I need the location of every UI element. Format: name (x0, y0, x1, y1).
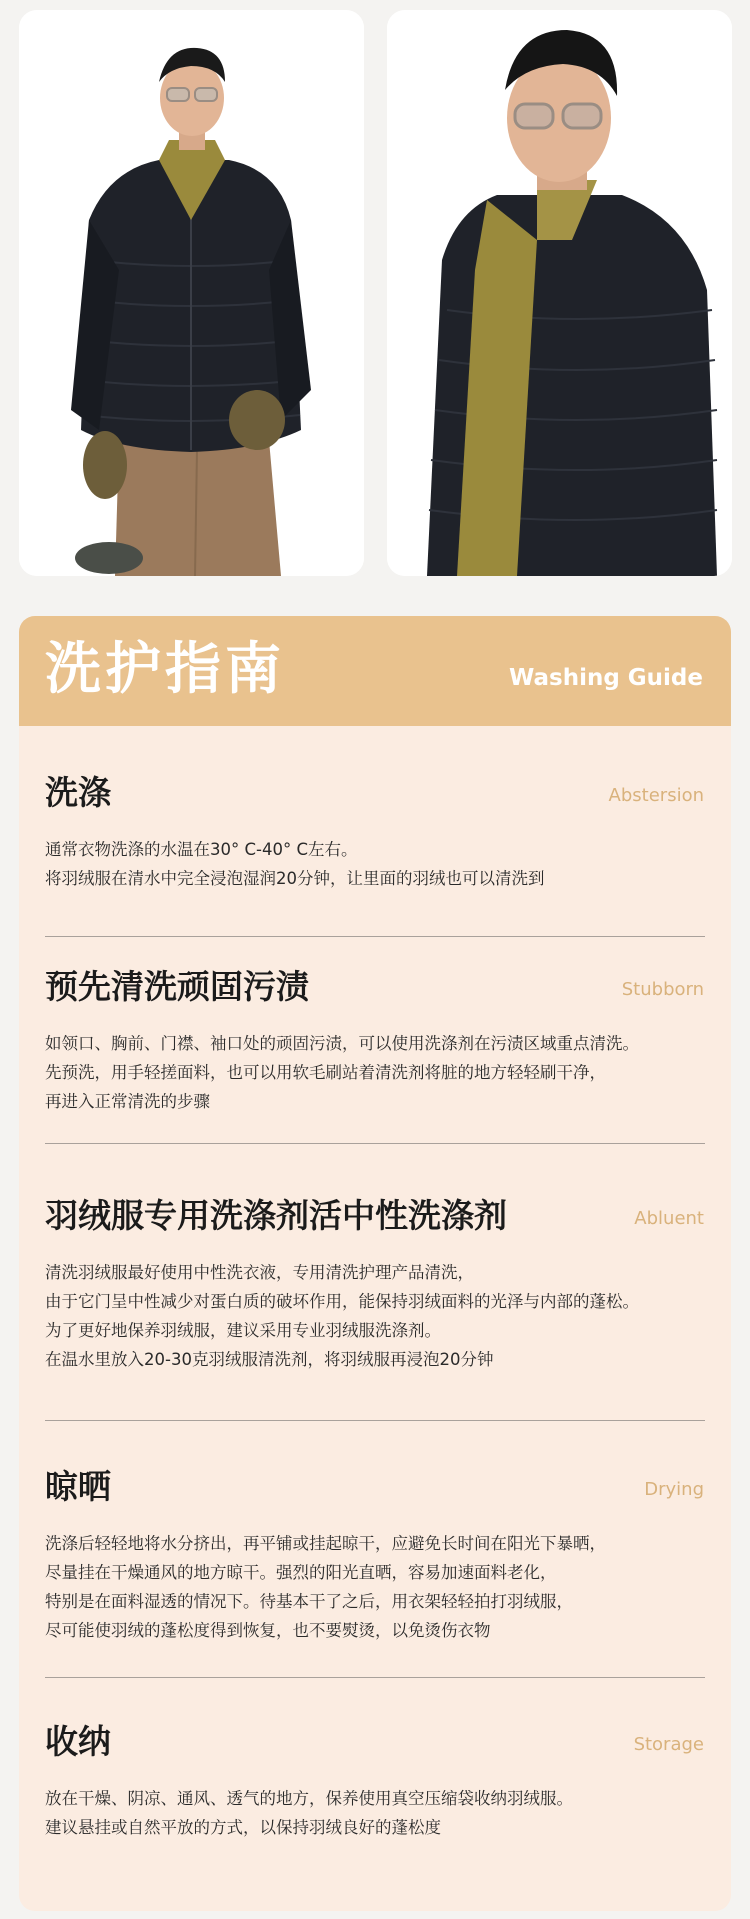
section-english-title: Abstersion (608, 785, 704, 806)
body-line: 先预洗，用手轻搓面料，也可以用软毛刷站着清洗剂将脏的地方轻轻刷干净， (45, 1063, 606, 1082)
model-closeup-photo (387, 10, 732, 576)
body-line: 特别是在面料湿透的情况下。待基本干了之后，用衣架轻轻拍打羽绒服， (45, 1592, 573, 1611)
body-line: 洗涤后轻轻地将水分挤出，再平铺或挂起晾干，应避免长时间在阳光下暴晒， (45, 1534, 606, 1553)
guide-subtitle: Washing Guide (508, 665, 703, 691)
divider (45, 1420, 705, 1421)
divider (45, 1143, 705, 1144)
section-body (45, 1258, 725, 1374)
section-title: 洗涤 (45, 773, 111, 812)
section-english-title: Abluent (634, 1208, 704, 1229)
body-line: 通常衣物洗涤的水温在30° C-40° C左右。 (45, 840, 358, 859)
body-line: 清洗羽绒服最好使用中性洗衣液，专用清洗护理产品清洗， (45, 1263, 474, 1282)
guide-title: 洗护指南 (45, 637, 285, 702)
product-photos (0, 0, 750, 600)
body-line: 为了更好地保养羽绒服，建议采用专业羽绒服洗涤剂。 (45, 1321, 441, 1340)
section-body (45, 1029, 725, 1116)
guide-header (19, 616, 731, 726)
body-line: 尽量挂在干燥通风的地方晾干。强烈的阳光直晒，容易加速面料老化， (45, 1563, 557, 1582)
model-full-body-photo (19, 10, 364, 576)
section-body (45, 1529, 725, 1645)
section-english-title: Storage (633, 1734, 704, 1755)
section-title: 羽绒服专用洗涤剂活中性洗涤剂 (45, 1196, 507, 1235)
section-english-title: Stubborn (621, 979, 704, 1000)
body-line: 放在干燥、阴凉、通风、透气的地方，保养使用真空压缩袋收纳羽绒服。 (45, 1789, 573, 1808)
body-line: 再进入正常清洗的步骤 (45, 1092, 210, 1111)
body-line: 在温水里放入20-30克羽绒服清洗剂，将羽绒服再浸泡20分钟 (45, 1350, 494, 1369)
divider (45, 936, 705, 937)
section-english-title: Drying (644, 1479, 704, 1500)
section-title: 收纳 (45, 1722, 111, 1761)
body-line: 如领口、胸前、门襟、袖口处的顽固污渍，可以使用洗涤剂在污渍区域重点清洗。 (45, 1034, 639, 1053)
divider (45, 1677, 705, 1678)
section-title: 预先清洗顽固污渍 (45, 967, 309, 1006)
section-title: 晾晒 (45, 1467, 111, 1506)
washing-guide-card (19, 616, 731, 1911)
body-line: 建议悬挂或自然平放的方式，以保持羽绒良好的蓬松度 (45, 1818, 441, 1837)
section-body (45, 835, 725, 893)
model-full-body-illustration (19, 10, 364, 576)
body-line: 尽可能使羽绒的蓬松度得到恢复，也不要熨烫，以免烫伤衣物 (45, 1621, 491, 1640)
body-line: 将羽绒服在清水中完全浸泡湿润20分钟，让里面的羽绒也可以清洗到 (45, 869, 545, 888)
model-closeup-illustration (387, 10, 732, 576)
section-body (45, 1784, 725, 1842)
body-line: 由于它门呈中性减少对蛋白质的破坏作用，能保持羽绒面料的光泽与内部的蓬松。 (45, 1292, 639, 1311)
